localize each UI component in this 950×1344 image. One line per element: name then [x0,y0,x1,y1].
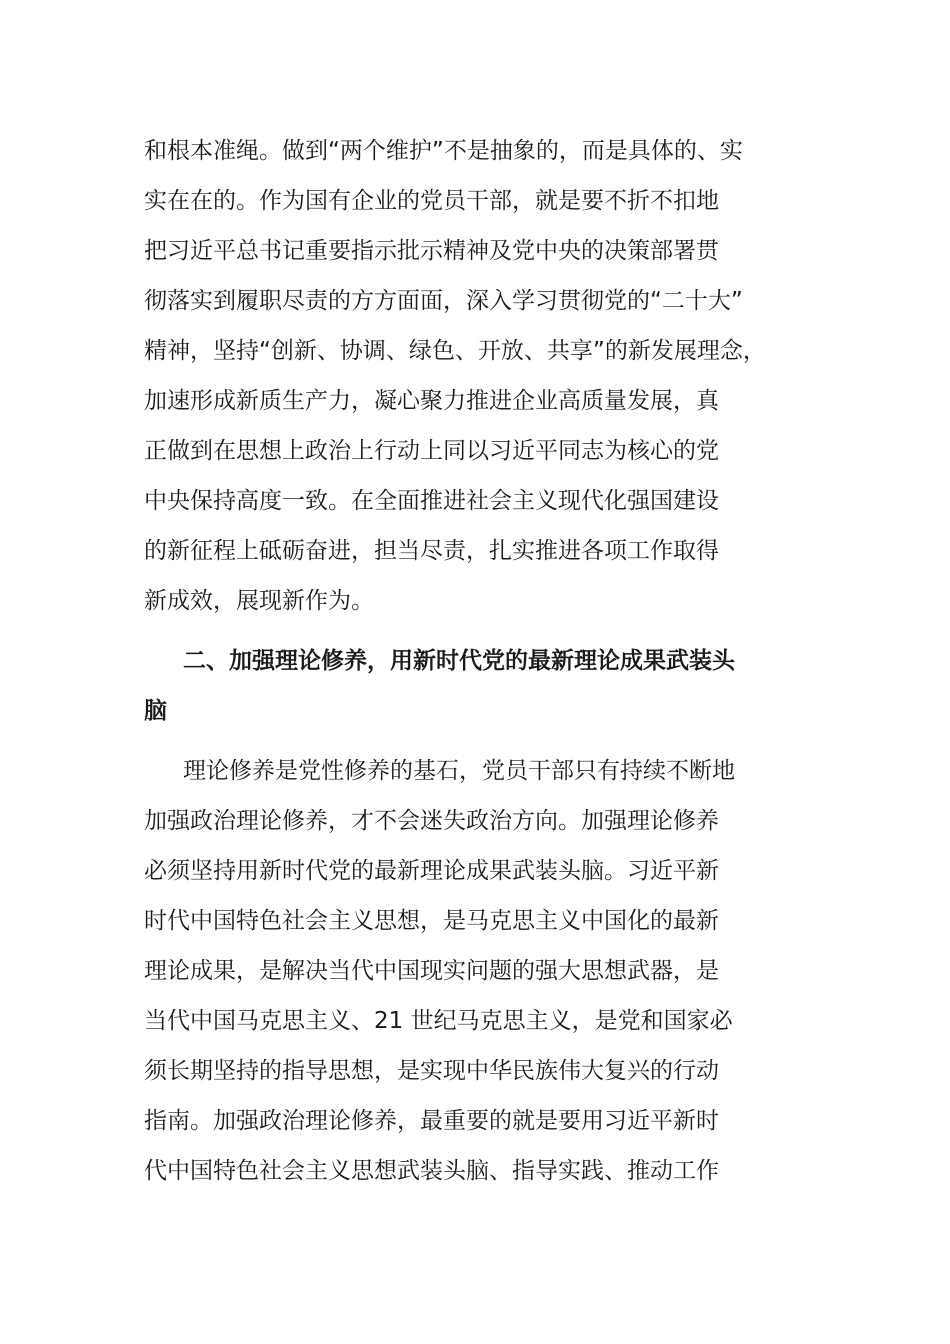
paragraph-1-line: 新成效，展现新作为。 [144,588,374,614]
section-heading-2 [144,636,844,736]
paragraph-1-line: 中央保持高度一致。在全面推进社会主义现代化强国建设 [144,488,719,514]
paragraph-2-line: 当代中国马克思主义、21 世纪马克思主义，是党和国家必 [144,1008,733,1034]
section-heading-line: 二、加强理论修养，用新时代党的最新理论成果武装头 [183,648,735,674]
paragraph-1-line: 彻落实到履职尽责的方方面面，深入学习贯彻党的“二十大” [144,288,743,314]
paragraph-1-line: 和根本准绳。做到“两个维护”不是抽象的，而是具体的、实 [144,138,743,164]
paragraph-2-line: 时代中国特色社会主义思想，是马克思主义中国化的最新 [144,908,719,934]
paragraph-1-line: 精神，坚持“创新、协调、绿色、开放、共享”的新发展理念， [144,338,766,364]
paragraph-1-line: 实在在的。作为国有企业的党员干部，就是要不折不扣地 [144,188,719,214]
paragraph-1-line: 正做到在思想上政治上行动上同以习近平同志为核心的党 [144,438,719,464]
paragraph-1 [144,126,844,626]
paragraph-2-line: 加强政治理论修养，才不会迷失政治方向。加强理论修养 [144,808,719,834]
paragraph-1-line: 把习近平总书记重要指示批示精神及党中央的决策部署贯 [144,238,719,264]
paragraph-1-line: 加速形成新质生产力，凝心聚力推进企业高质量发展，真 [144,388,719,414]
paragraph-2-line: 理论修养是党性修养的基石，党员干部只有持续不断地 [183,758,735,784]
paragraph-2-line: 须长期坚持的指导思想，是实现中华民族伟大复兴的行动 [144,1058,719,1084]
paragraph-2-line: 必须坚持用新时代党的最新理论成果武装头脑。习近平新 [144,858,719,884]
paragraph-1-line: 的新征程上砥砺奋进，担当尽责，扎实推进各项工作取得 [144,538,719,564]
paragraph-2-line: 代中国特色社会主义思想武装头脑、指导实践、推动工作 [144,1158,719,1184]
paragraph-2-line: 理论成果，是解决当代中国现实问题的强大思想武器，是 [144,958,719,984]
paragraph-2-line: 指南。加强政治理论修养，最重要的就是要用习近平新时 [144,1108,719,1134]
section-heading-line: 脑 [144,698,167,724]
paragraph-2 [144,746,844,1196]
